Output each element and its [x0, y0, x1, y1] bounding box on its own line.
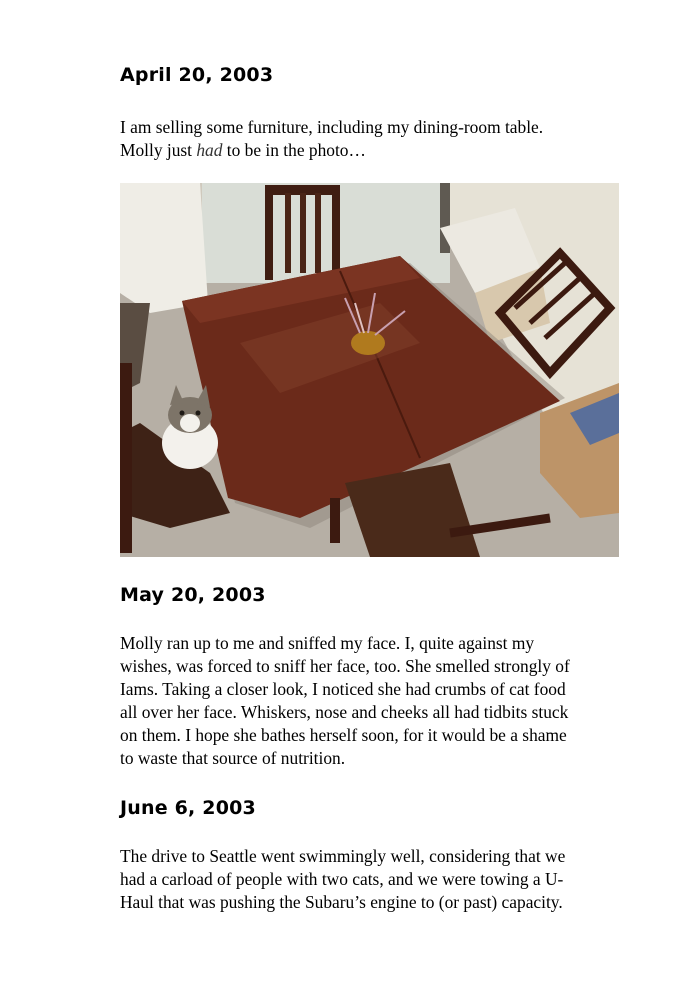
text-run: to be in the photo…	[222, 140, 366, 160]
centerpiece-bowl	[351, 331, 385, 355]
chair-slat	[285, 193, 291, 273]
chair-slat	[300, 193, 306, 273]
chair-left-back	[120, 363, 132, 553]
text-line: on them. I hope she bathes herself soon, for it would be a shame	[120, 725, 567, 745]
text-line	[120, 116, 660, 139]
photo-illustration	[120, 183, 619, 557]
chair-back	[265, 185, 273, 280]
entry-text-june-6	[120, 845, 660, 914]
text-line: to waste that source of nutrition.	[120, 748, 346, 768]
text-line: wishes, was forced to sniff her face, too. She smelled strongly of	[120, 656, 570, 676]
text-line: The drive to Seattle went swimmingly well, considering that we	[120, 846, 566, 866]
text-line: Molly ran up to me and sniffed my face. I, quite against my	[120, 633, 535, 653]
text-run: I am selling some furniture, including my dining-room table.	[120, 117, 544, 137]
text-line: all over her face. Whiskers, nose and cheeks all had tidbits stuck	[120, 702, 569, 722]
text-line: had a carload of people with two cats, and we were towing a U-	[120, 869, 564, 889]
text-line: Iams. Taking a closer look, I noticed she had crumbs of cat food	[120, 679, 566, 699]
dining-table-photo	[120, 183, 619, 557]
cat-eye	[180, 411, 185, 416]
cat-muzzle	[180, 414, 200, 432]
entry-date-may-20: May 20, 2003	[120, 584, 266, 606]
text-line	[120, 139, 660, 162]
table-leg	[330, 498, 340, 543]
text-run: Molly just	[120, 140, 197, 160]
text-line: Haul that was pushing the Subaru’s engine to (or past) capacity.	[120, 892, 563, 912]
curtain	[120, 183, 208, 313]
entry-text-may-20	[120, 632, 660, 770]
emphasis-text: had	[196, 140, 223, 160]
chair-back	[332, 185, 340, 280]
cat-eye	[196, 411, 201, 416]
entry-text-april-20	[120, 116, 660, 162]
entry-date-april-20: April 20, 2003	[120, 64, 274, 86]
entry-date-june-6: June 6, 2003	[120, 797, 256, 819]
chair-slat	[315, 193, 321, 273]
